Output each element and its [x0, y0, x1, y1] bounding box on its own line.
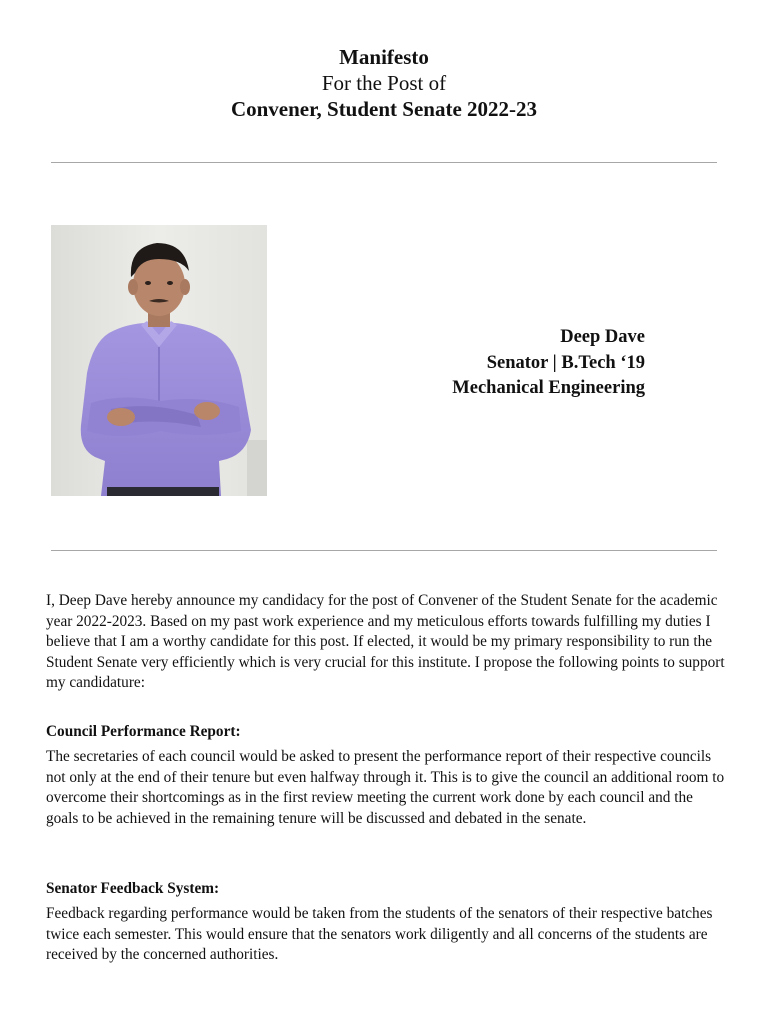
post-title: Convener, Student Senate 2022-23 — [230, 97, 538, 121]
section-heading-senator-feedback: Senator Feedback System: — [46, 880, 220, 897]
candidate-name: Deep Dave — [560, 327, 645, 347]
candidate-role: Senator | B.Tech ‘19 — [486, 352, 645, 373]
section-text: The secretaries of each council would be asked to present the performance report of their respective councils not only at the end of their tenure but even halfway through it. This is to give the council an additional room to overcome their shortcomings as in the first review meeting the current work done by each council and the goals to be achieved in the remaining tenure will be discussed and debated in the senate. — [46, 748, 725, 827]
intro-paragraph — [46, 591, 726, 694]
intro-text: I, Deep Dave hereby announce my candidacy for the post of Convener of the Student Senate for the academic year 2022-2023. Based on my past work experience and my meticulous efforts towards fulfilling my duties I believe that I am a worthy candidate for this post. If elected, it would be my primary responsibility to run the Student Senate very efficiently which is very crucial for this institute. I propose the following points to support my candidature: — [46, 592, 725, 691]
section-text: Feedback regarding performance would be taken from the students of the senators of their respective batches twice each semester. This would ensure that the senators work diligently and all concerns of the students are received by the concerned authorities. — [46, 905, 713, 963]
section-body-council-report — [46, 747, 726, 829]
middle-divider — [51, 550, 717, 551]
candidate-photo — [51, 225, 267, 496]
section-body-senator-feedback — [46, 904, 726, 966]
top-divider — [51, 162, 717, 163]
candidate-department: Mechanical Engineering — [452, 378, 645, 398]
manifesto-header — [0, 44, 768, 122]
candidate-info — [452, 325, 645, 402]
section-heading-council-report: Council Performance Report: — [46, 723, 241, 740]
document-subtitle: For the Post of — [321, 71, 447, 95]
document-title: Manifesto — [339, 45, 429, 69]
